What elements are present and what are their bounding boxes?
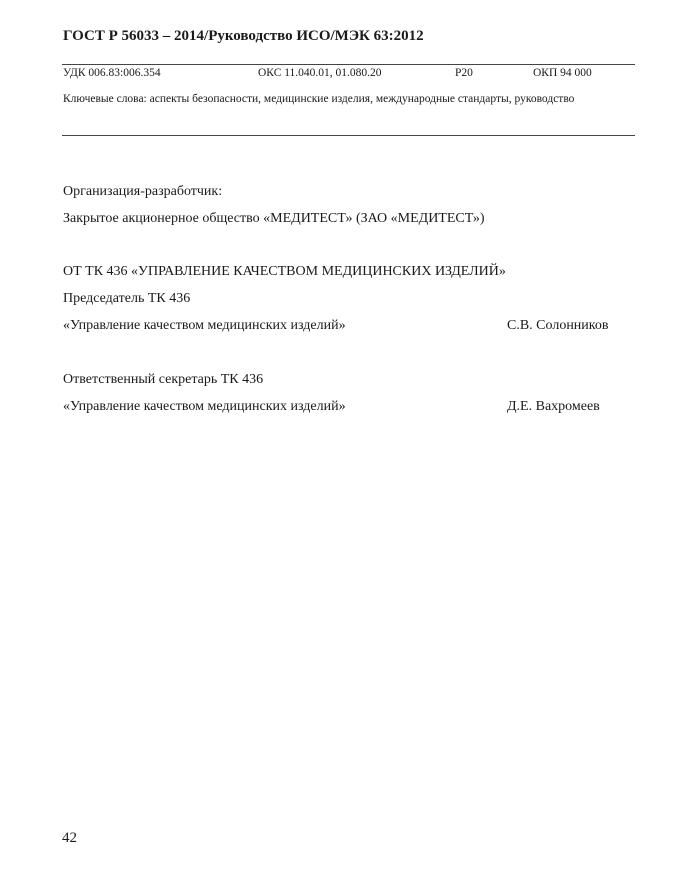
okp-code: ОКП 94 000 bbox=[533, 67, 592, 79]
secretary-role: Ответственный секретарь ТК 436 bbox=[63, 372, 264, 387]
chair-org: «Управление качеством медицинских изделий» bbox=[63, 318, 346, 333]
keywords: Ключевые слова: аспекты безопасности, медицинские изделия, международные стандарты, руководство bbox=[63, 93, 575, 105]
developer-name: Закрытое акционерное общество «МЕДИТЕСТ» (ЗАО «МЕДИТЕСТ») bbox=[63, 211, 485, 226]
page-number: 42 bbox=[62, 830, 77, 846]
committee-heading: ОТ ТК 436 «УПРАВЛЕНИЕ КАЧЕСТВОМ МЕДИЦИНСКИХ ИЗДЕЛИЙ» bbox=[63, 264, 506, 279]
secretary-name: Д.Е. Вахромеев bbox=[507, 399, 600, 414]
developer-label: Организация-разработчик: bbox=[63, 184, 223, 199]
bottom-rule bbox=[62, 135, 635, 136]
udk-code: УДК 006.83:006.354 bbox=[63, 67, 161, 79]
document-header: ГОСТ Р 56033 – 2014/Руководство ИСО/МЭК 63:2012 bbox=[63, 28, 424, 44]
secretary-org: «Управление качеством медицинских изделий» bbox=[63, 399, 346, 414]
top-rule bbox=[62, 64, 635, 65]
chair-role: Председатель ТК 436 bbox=[63, 291, 191, 306]
chair-name: С.В. Солонников bbox=[507, 318, 609, 333]
group-code: Р20 bbox=[455, 67, 473, 79]
oks-code: ОКС 11.040.01, 01.080.20 bbox=[258, 67, 382, 79]
